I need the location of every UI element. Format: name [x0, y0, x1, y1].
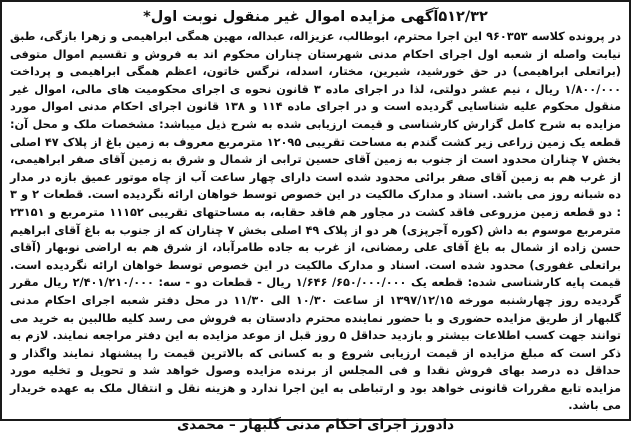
- notice-body: در پرونده کلاسه ۹۶۰۳۵۳ این اجرا محترم، ابوطالب، عزیزاله، عبداله، مهین همگی ابراهیمی و زهرا بازگی، طبق نیابت واصله از شعبه اول اجرای احکام مدنی شهرستان چناران محکوم اند به فروش و تقسیم اموال متوفی (براتعلی ابراهیمی) در حق خورشید، شیرین، مختار، اسدله، نرگس خاتون، اعظم همگی ابراهیمی و پرداخت ۱/۸۰۰/۰۰۰ ریال ، نیم عشر دولتی، لذا در اجرای ماده ۳ قانون نحوه ی اجرای محکومیت های مالی، اموال غیر منقول محکوم علیه شناسایی گردیده است و در اجرای ماده ۱۱۴ و ۱۳۸ قانون اجرای احکام مدنی اموال مورد مزایده به شرح کامل گزارش کارشناسی و قیمت ارزیابی شده به شرح ذیل میباشد: مشخصات ملک و محل آن: قطعه یک زمین زراعی زیر کشت گندم به مساحت تقریبی ۱۲۰۹۵ مترمربع معروف به زمین باغ از پلاک ۴۷ اصلی بخش ۷ چناران محدود است از جنوب به زمین آقای حسین ترابی از شمال و شرق به زمین آقای صفر ابراهیمی، از غرب هم به زمین آقای صفر برائی محدود شده است دارای چهار ساعت آب از چاه موتور عمیق بازه در مدار ده شبانه روز می باشد. اسناد و مدارک مالکیت در این خصوص توسط خواهان ارائه نگردیده است. قطعات ۲ و ۳ : دو قطعه زمین مزروعی فاقد کشت در مجاور هم فاقد حقابه، به مساحتهای تقریبی ۱۱۱۵۲ مترمربع و ۲۳۱۵۱ مترمربع موسوم به داش (کوره آجرپزی) هر دو از پلاک ۴۹ اصلی بخش ۷ چناران که از جنوب به باغ آقای ابراهیم حسن زاده از شمال به باغ آقای علی رمضانی، از غرب به جاده طامرآباد، از شرق هم به اراضی نوبهار (آقای براتعلی غفوری) محدود شده است. اسناد و مدارک مالکیت در این خصوص توسط خواهان ارائه نگردیده است. قیمت پایه کارشناسی شده: قطعه یک ۶۵۰/۰۰۰/۰۰۰/ ۱/۶۴۶ ریال - قطعات دو - سه: ۲/۴۰۱/۲۱۰/۰۰۰ ریال مقرر گردیده روز چهارشنبه مورخه ۱۳۹۷/۱۲/۱۵ از ساعت ۱۰/۳۰ الی ۱۱/۳۰ در محل دفتر شعبه اجرای احکام مدنی گلبهار از طریق مزایده حضوری و با حضور نماینده محترم دادستان به فروش می رسد کلیه طالبین به خرید می توانند جهت کسب اطلاعات بیشتر و بازدید حداقل ۵ روز قبل از موعد مزایده به این دفتر مراجعه نمایند. لازم به ذکر است که مبلغ مزایده از قیمت ارزیابی شروع و به کسانی که بالاترین قیمت را پیشنهاد نمایند واگذار و حداقل ده درصد بهای فروش نقدا و فی المجلس از برنده مزایده وصول خواهد شد و تحویل و تخلیه مورد مزایده تابع مقررات قانونی خواهد بود و ارتباطی به این اجرا ندارد و هزینه نقل و انتقال ملک به عهده خریدار می باشد.: [10, 30, 622, 413]
- notice-title: ۵۱۲/۳۲آگهی مزایده اموال غیر منقول نوبت اول*: [143, 9, 488, 25]
- notice-signature: دادورز اجرای احکام مدنی گلبهار – محمدی: [176, 417, 455, 434]
